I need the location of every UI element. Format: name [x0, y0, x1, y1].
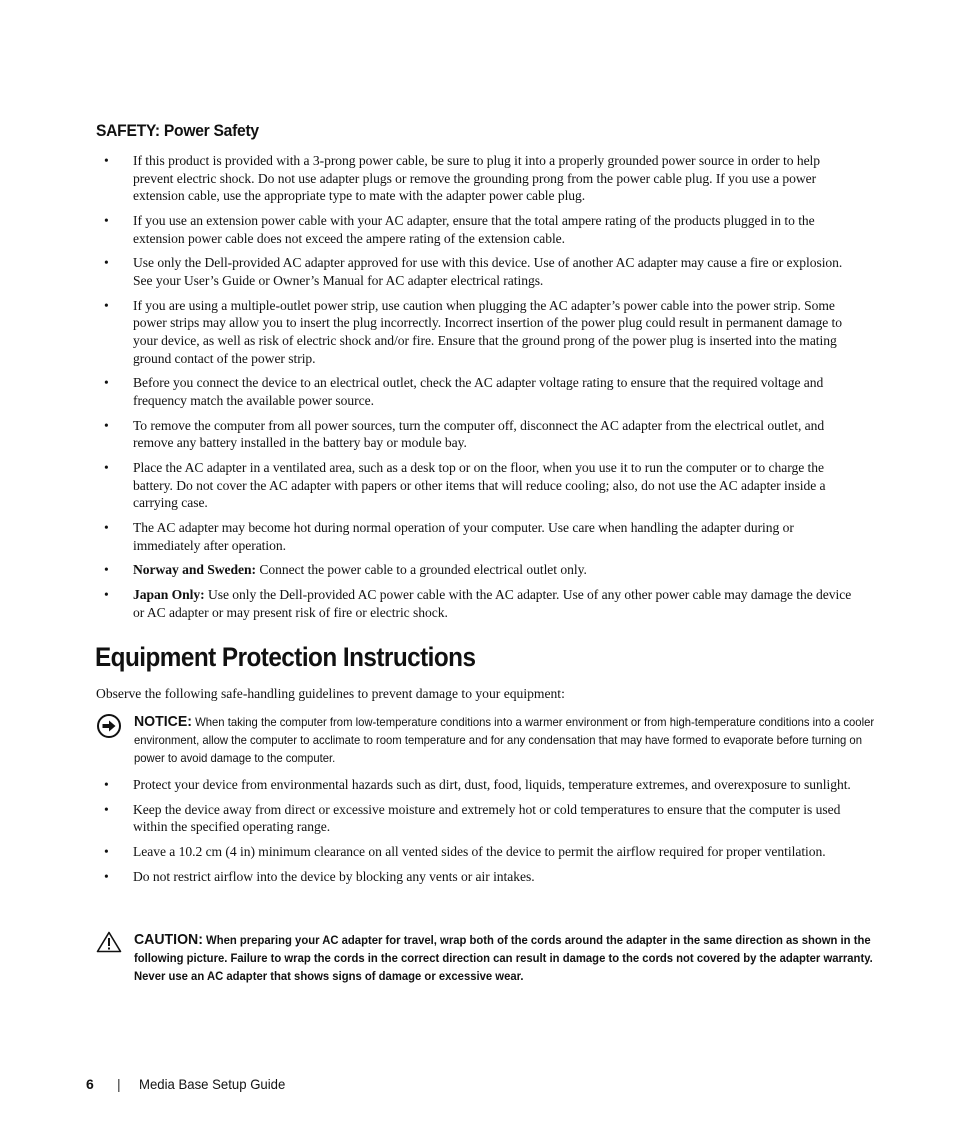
list-item: [96, 586, 858, 621]
item-text: The AC adapter may become hot during normal operation of your computer. Use care when handling the adapter during or immediately after operation.: [133, 520, 794, 553]
list-item: [96, 801, 858, 836]
item-text: If this product is provided with a 3-prong power cable, be sure to plug it into a properly grounded power source in order to help prevent electric shock. Do not use adapter plugs or remove the grounding prong from the power cable plug. If you use a power extension cable, use the appropriate type to mate with the adapter power cable plug.: [133, 153, 821, 204]
bullet: •: [104, 868, 109, 884]
caution-body: When preparing your AC adapter for travel, wrap both of the cords around the adapter in the same direction as shown in the following picture. Failure to wrap the cords in the correct direction can result in damage to the cords not covered by the adapter warranty. Never use an AC adapter that shows signs of damage or excessive wear.: [134, 933, 873, 983]
item-text: Protect your device from environmental hazards such as dirt, dust, food, liquids, temperature extremes, and overexposure to sunlight.: [133, 777, 851, 792]
notice-text: [134, 713, 876, 767]
item-text: If you use an extension power cable with your AC adapter, ensure that the total ampere rating of the products plugged in to the extension power cable does not exceed the ampere rating of the extension cable.: [133, 212, 815, 246]
list-item: [96, 297, 858, 367]
guide-title: Media Base Setup Guide: [139, 1076, 286, 1092]
list-item: [96, 561, 858, 579]
equipment-intro: Observe the following safe-handling guidelines to prevent damage to your equipment:: [96, 686, 565, 701]
power-safety-list: [96, 152, 858, 629]
list-item: [96, 519, 858, 554]
bullet: •: [104, 562, 109, 578]
item-text: To remove the computer from all power sources, turn the computer off, disconnect the AC adapter from the electrical outlet, and remove any battery installed in the battery bay or module bay.: [133, 417, 825, 451]
notice-body: When taking the computer from low-temperature conditions into a warmer environment or from high-temperature conditions into a cooler environment, allow the computer to acclimate to room temperature and for any condensation that may have formed to evaporate before turning on power to avoid damage to the computer.: [134, 715, 875, 765]
equipment-list: [96, 776, 858, 893]
item-lead: Norway and Sweden:: [133, 562, 256, 578]
item-text: Use only the Dell-provided AC power cable with the AC adapter. Use of any other power cable may damage the device or AC adapter or may present risk of fire or electric shock.: [133, 587, 852, 620]
list-item: [96, 374, 858, 409]
item-text: Use only the Dell-provided AC adapter approved for use with this device. Use of another AC adapter may cause a fire or explosion. See your User’s Guide or Owner’s Manual for AC adapter electrical ratings.: [133, 255, 843, 288]
list-item: [96, 868, 858, 886]
section-title-power-safety: SAFETY: Power Safety: [96, 121, 259, 140]
bullet: •: [104, 153, 109, 168]
bullet: •: [104, 460, 109, 476]
item-text: Connect the power cable to a grounded electrical outlet only.: [255, 562, 587, 578]
page-number: 6: [86, 1076, 94, 1092]
item-text: Keep the device away from direct or excessive moisture and extremely hot or cold temperatures to ensure that the computer is used within the specified operating range.: [133, 801, 841, 835]
caution-label: CAUTION:: [134, 931, 203, 948]
item-lead: Japan Only:: [133, 587, 205, 603]
list-item: [96, 776, 858, 794]
bullet: •: [104, 212, 109, 228]
item-text: Do not restrict airflow into the device by blocking any vents or air intakes.: [133, 868, 535, 884]
notice-arrow-icon: [97, 714, 121, 738]
bullet: •: [104, 844, 109, 860]
caution-triangle-icon: [96, 931, 122, 953]
notice-label: NOTICE:: [134, 713, 192, 730]
list-item: [96, 459, 858, 512]
page-footer: [86, 1076, 286, 1092]
list-item: [96, 254, 858, 289]
bullet: •: [104, 375, 109, 391]
item-text: Place the AC adapter in a ventilated area, such as a desk top or on the floor, when you use it to run the computer or to charge the battery. Do not cover the AC adapter with papers or other items that will reduce cooling; also, do not use the AC adapter inside a carrying case.: [133, 460, 826, 511]
list-item: [96, 152, 858, 205]
list-item: [96, 417, 858, 452]
bullet: •: [104, 520, 109, 535]
bullet: •: [104, 801, 109, 817]
footer-separator: |: [117, 1076, 121, 1092]
bullet: •: [104, 587, 109, 603]
caution-text: [134, 931, 876, 985]
list-item: [96, 843, 858, 861]
item-text: If you are using a multiple-outlet power strip, use caution when plugging the AC adapter’s power cable into the power strip. Some power strips may allow you to insert the plug incorrectly. Incorrect insertion of the power plug could result in permanent damage to your device, as well as risk of electric shock and/or fire. Ensure that the ground prong of the power plug is inserted into the mating ground contact of the power strip.: [133, 297, 843, 366]
heading-equipment-protection: Equipment Protection Instructions: [95, 642, 476, 672]
bullet: •: [104, 777, 109, 792]
item-text: Before you connect the device to an electrical outlet, check the AC adapter voltage rating to ensure that the required voltage and frequency match the available power source.: [133, 375, 824, 408]
bullet: •: [104, 255, 109, 271]
list-item: [96, 212, 858, 247]
item-text: Leave a 10.2 cm (4 in) minimum clearance on all vented sides of the device to permit the airflow required for proper ventilation.: [133, 844, 826, 860]
bullet: •: [104, 297, 109, 313]
bullet: •: [104, 417, 109, 433]
